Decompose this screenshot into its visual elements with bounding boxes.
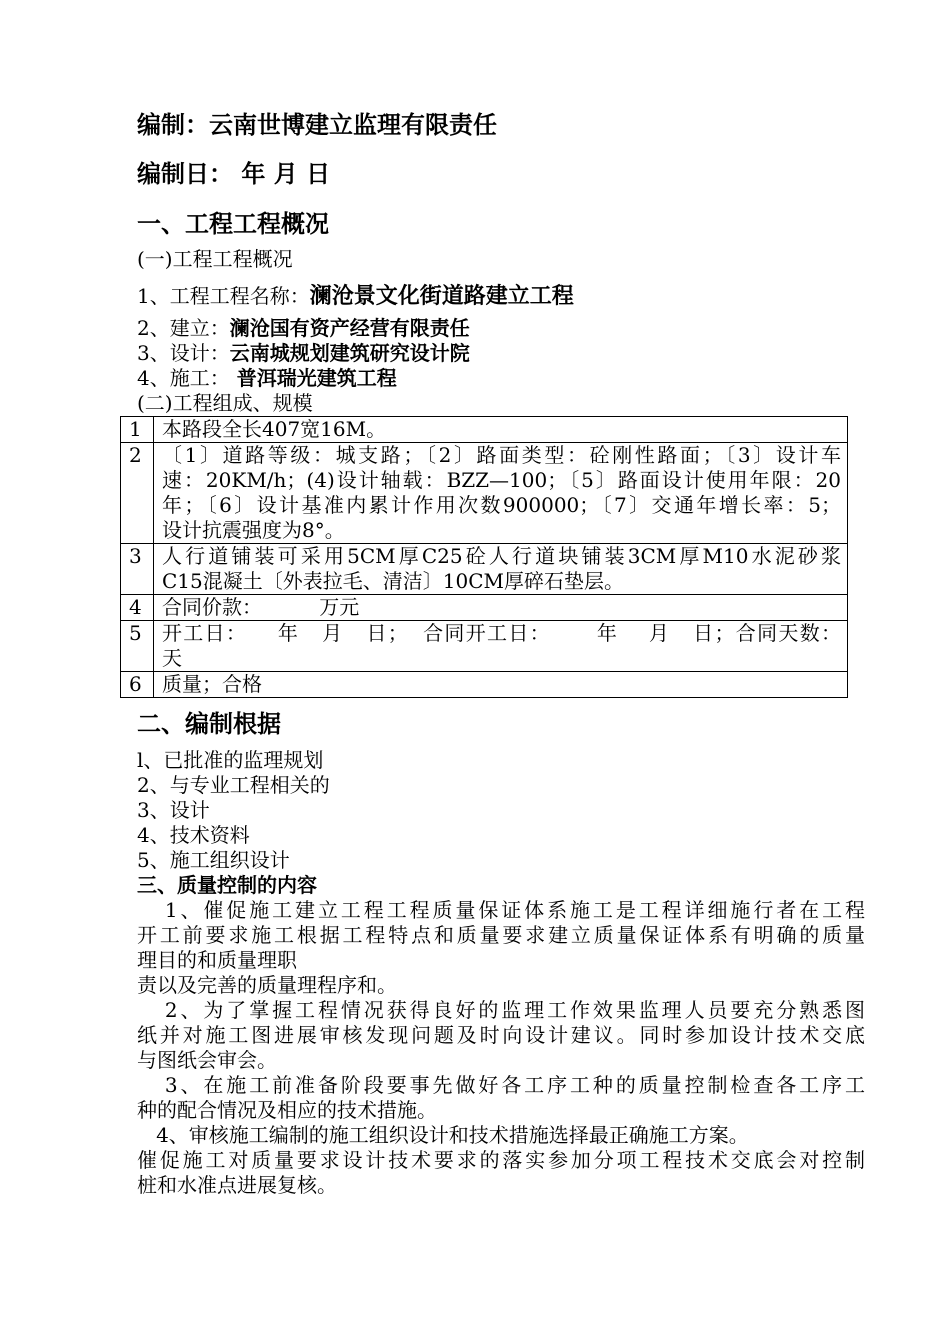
designer-label: 3、设计： (137, 341, 230, 365)
section1-title: 一、工程工程概况 (137, 210, 329, 238)
table-row (121, 417, 848, 443)
paragraph-line: 纸并对施工图进展审核发现问题及时向设计建议。同时参加设计技术交底 (137, 1023, 865, 1047)
row-line: 人行道铺装可采用5CM厚C25砼人行道块铺装3CM厚M10水泥砂浆 (162, 544, 841, 568)
row-content (154, 621, 848, 672)
paragraph-line: 种的配合情况及相应的技术措施。 (137, 1098, 437, 1122)
section1-sub2: (二)工程组成、规模 (137, 391, 313, 415)
row-line: 速：20KM/h；(4)设计轴载：BZZ—100；〔5〕路面设计使用年限：20 (162, 468, 841, 492)
designer-row (137, 341, 865, 366)
constructor-row (137, 366, 865, 391)
constructor-value: 普洱瑞光建筑工程 (229, 366, 397, 390)
row-number: 3 (121, 544, 154, 595)
table-row (121, 672, 848, 698)
paragraph (137, 998, 865, 1073)
designer-value: 云南城规划建筑研究设计院 (229, 341, 470, 365)
paragraph (137, 898, 865, 973)
table-row (121, 443, 848, 544)
paragraph-line: 催促施工对质量要求设计技术要求的落实参加分项工程技术交底会对控制 (137, 1148, 865, 1172)
builder-label: 2、建立： (137, 316, 230, 340)
list-item: 3、设计 (137, 798, 210, 822)
project-name-value: 澜沧景文化街道路建立工程 (309, 284, 574, 309)
paragraph-line: 2、为了掌握工程情况获得良好的监理工作效果监理人员要充分熟悉图 (137, 998, 865, 1022)
row-line: 〔1〕道路等级：城支路；〔2〕路面类型：砼刚性路面；〔3〕设计车 (162, 443, 841, 467)
row-number: 6 (121, 672, 154, 698)
constructor-label: 4、施工： (137, 366, 230, 390)
row-line: 质量；合格 (162, 672, 262, 696)
paragraph-line: 3、在施工前准备阶段要事先做好各工序工种的质量控制检查各工序工 (137, 1073, 865, 1097)
list-item: 4、技术资料 (137, 823, 250, 847)
row-line: C15混凝土〔外表拉毛、清洁〕10CM厚碎石垫层。 (162, 569, 624, 593)
section1-sub1: (一)工程工程概况 (137, 247, 293, 271)
project-scale-table (120, 416, 848, 698)
paragraph-line: 4、审核施工编制的施工组织设计和技术措施选择最正确施工方案。 (137, 1123, 749, 1147)
row-content (154, 672, 848, 698)
paragraph-line: 与图纸会审会。 (137, 1048, 277, 1072)
paragraph (137, 1073, 865, 1123)
row-line: 年；〔6〕设计基准内累计作用次数900000；〔7〕交通年增长率：5； (162, 493, 841, 517)
row-number: 5 (121, 621, 154, 672)
row-number: 2 (121, 443, 154, 544)
builder-value: 澜沧国有资产经营有限责任 (229, 316, 470, 340)
list-item: 2、与专业工程相关的 (137, 773, 330, 797)
document-page (129, 108, 865, 1198)
list-item: 5、施工组织设计 (137, 848, 290, 872)
basis-list (137, 748, 865, 873)
row-line: 天 (162, 646, 182, 670)
row-content (154, 417, 848, 443)
row-number: 4 (121, 595, 154, 621)
row-content (154, 443, 848, 544)
list-item: l、已批准的监理规划 (137, 748, 324, 772)
date-line: 编制日： 年 月 日 (137, 160, 331, 188)
row-line: 本路段全长407宽16M。 (162, 417, 387, 441)
paragraph-line: 理目的和质量理职 (137, 948, 297, 972)
table-row (121, 621, 848, 672)
paragraph (137, 1148, 865, 1198)
row-line: 开工日： 年 月 日； 合同开工日： 年 月 日；合同天数： (162, 621, 841, 645)
paragraph-line: 责以及完善的质量理程序和。 (137, 973, 397, 997)
row-line: 设计抗震强度为8°。 (162, 518, 345, 542)
section3-title: 三、质量控制的内容 (137, 873, 317, 897)
builder-row (137, 316, 865, 341)
paragraph-line: 1、催促施工建立工程工程质量保证体系施工是工程详细施行者在工程 (137, 898, 865, 922)
table-row (121, 595, 848, 621)
project-name-row (137, 280, 865, 312)
paragraph (137, 973, 865, 998)
paragraph-line: 桩和水准点进展复核。 (137, 1173, 337, 1197)
row-content (154, 544, 848, 595)
row-content (154, 595, 848, 621)
compiler-line: 编制：云南世博建立监理有限责任 (137, 111, 497, 139)
row-line: 合同价款： 万元 (162, 595, 360, 619)
section2-title: 二、编制根据 (137, 710, 281, 738)
paragraph-line: 开工前要求施工根据工程特点和质量要求建立质量保证体系有明确的质量 (137, 923, 865, 947)
table-row (121, 544, 848, 595)
quality-content (137, 898, 865, 1198)
project-name-label: 1、工程工程名称： (137, 284, 310, 308)
paragraph (137, 1123, 865, 1148)
row-number: 1 (121, 417, 154, 443)
